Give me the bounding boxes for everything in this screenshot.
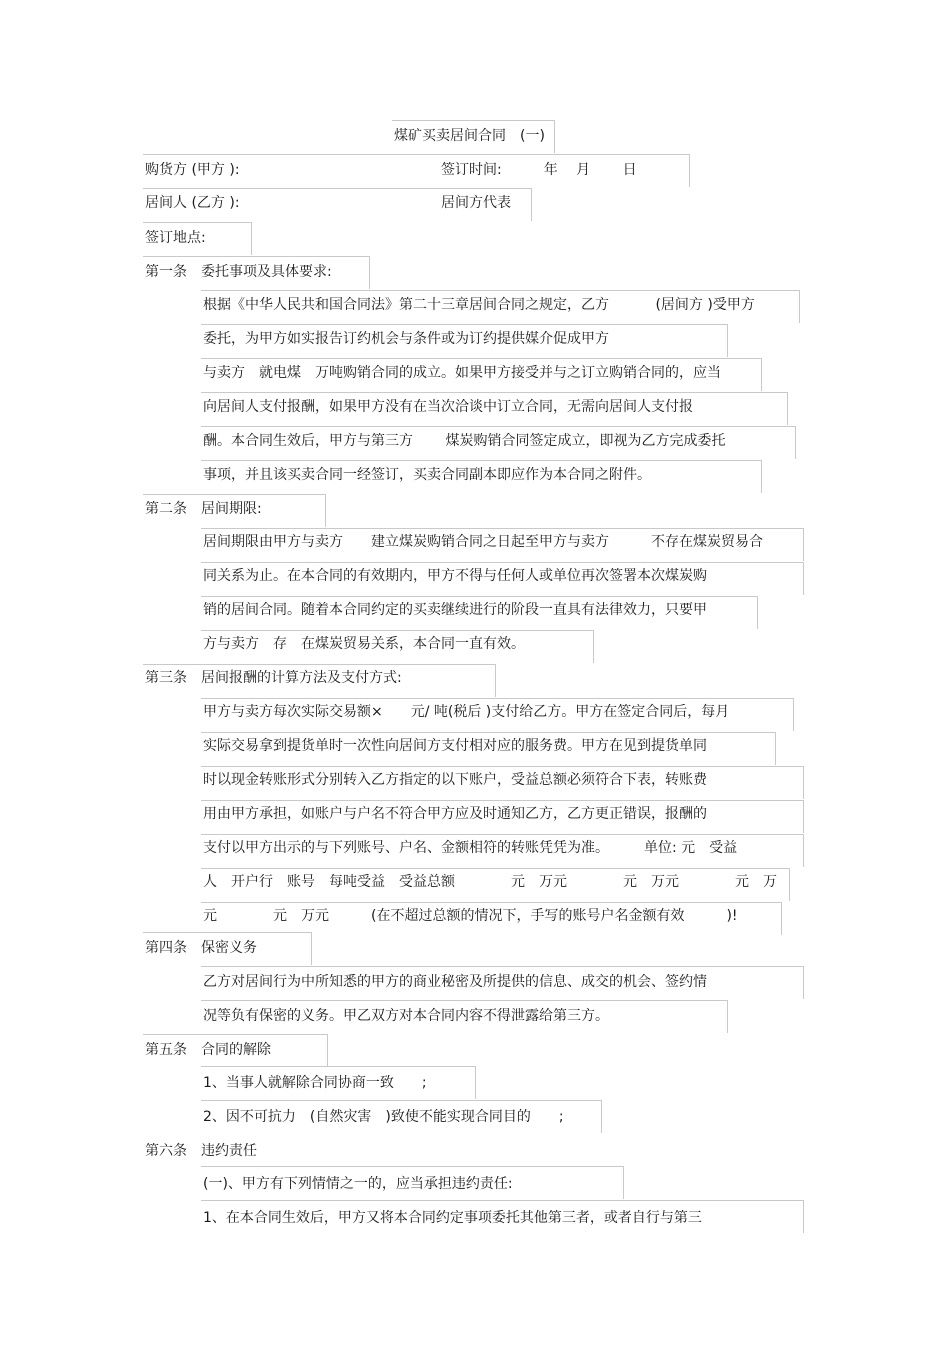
article-6-heading: 第六条 违约责任 xyxy=(145,1143,257,1159)
article-6-line: 1、在本合同生效后，甲方又将本合同约定事项委托其他第三者，或者自行与第三 xyxy=(203,1210,702,1226)
article-1-line: 酬。本合同生效后，甲方与第三方 煤炭购销合同签定成立，即视为乙方完成委托 xyxy=(203,433,726,449)
article-1-line: 根据《中华人民共和国合同法》第二十三章居间合同之规定，乙方 (居间方 )受甲方 xyxy=(203,297,755,313)
article-2-heading: 第二条 居间期限: xyxy=(145,501,262,517)
article-4-line: 乙方对居间行为中所知悉的甲方的商业秘密及所提供的信息、成交的机会、签约情 xyxy=(203,974,707,990)
article-3-line: 元 元 万元 (在不超过总额的情况下，手写的账号户名金额有效 )! xyxy=(203,908,738,924)
article-3-line: 人 开户行 账号 每吨受益 受益总额 元 万元 元 万元 元 万 xyxy=(203,874,777,890)
article-1-line: 委托，为甲方如实报告订约机会与条件或为订约提供媒介促成甲方 xyxy=(203,331,609,347)
sign-place-label: 签订地点: xyxy=(145,230,206,246)
sign-time-label: 签订时间: 年 月 日 xyxy=(441,162,637,178)
article-3-line: 实际交易拿到提货单时一次性向居间方支付相对应的服务费。甲方在见到提货单同 xyxy=(203,738,707,754)
article-1-heading: 第一条 委托事项及具体要求: xyxy=(145,264,332,280)
article-1-line: 事项，并且该买卖合同一经签订，买卖合同副本即应作为本合同之附件。 xyxy=(203,467,651,483)
article-3-line: 时以现金转账形式分别转入乙方指定的以下账户，受益总额必须符合下表，转账费 xyxy=(203,772,707,788)
document-title: 煤矿买卖居间合同 (一) xyxy=(394,128,545,144)
buyer-label: 购货方 (甲方 ): xyxy=(145,162,240,178)
article-3-line: 甲方与卖方每次实际交易额× 元/ 吨(税后 )支付给乙方。甲方在签定合同后，每月 xyxy=(203,704,730,720)
article-4-heading: 第四条 保密义务 xyxy=(145,940,257,956)
article-2-line: 销的居间合同。随着本合同约定的买卖继续进行的阶段一直具有法律效力，只要甲 xyxy=(203,602,707,618)
article-6-line: (一)、甲方有下列情情之一的，应当承担违约责任: xyxy=(203,1176,513,1192)
article-2-line: 居间期限由甲方与卖方 建立煤炭购销合同之日起至甲方与卖方 不存在煤炭贸易合 xyxy=(203,534,763,550)
article-3-heading: 第三条 居间报酬的计算方法及支付方式: xyxy=(145,670,402,686)
broker-label: 居间人 (乙方 ): xyxy=(145,195,240,211)
article-3-line: 支付以甲方出示的与下列账号、户名、金额相符的转账凭凭为准。 单位: 元 受益 xyxy=(203,840,738,856)
article-1-line: 与卖方 就电煤 万吨购销合同的成立。如果甲方接受并与之订立购销合同的，应当 xyxy=(203,365,721,381)
article-2-line: 方与卖方 存 在煤炭贸易关系，本合同一直有效。 xyxy=(203,636,525,652)
article-5-heading: 第五条 合同的解除 xyxy=(145,1042,271,1058)
article-3-line: 用由甲方承担，如账户与户名不符合甲方应及时通知乙方，乙方更正错误，报酬的 xyxy=(203,806,707,822)
article-4-line: 况等负有保密的义务。甲乙双方对本合同内容不得泄露给第三方。 xyxy=(203,1008,609,1024)
article-2-line: 同关系为止。在本合同的有效期内，甲方不得与任何人或单位再次签署本次煤炭购 xyxy=(203,568,707,584)
article-1-line: 向居间人支付报酬，如果甲方没有在当次洽谈中订立合同，无需向居间人支付报 xyxy=(203,399,693,415)
article-5-line: 1、当事人就解除合同协商一致 ; xyxy=(203,1075,427,1091)
broker-rep-label: 居间方代表 xyxy=(441,195,511,211)
article-5-line: 2、因不可抗力 (自然灾害 )致使不能实现合同目的 ; xyxy=(203,1109,564,1125)
